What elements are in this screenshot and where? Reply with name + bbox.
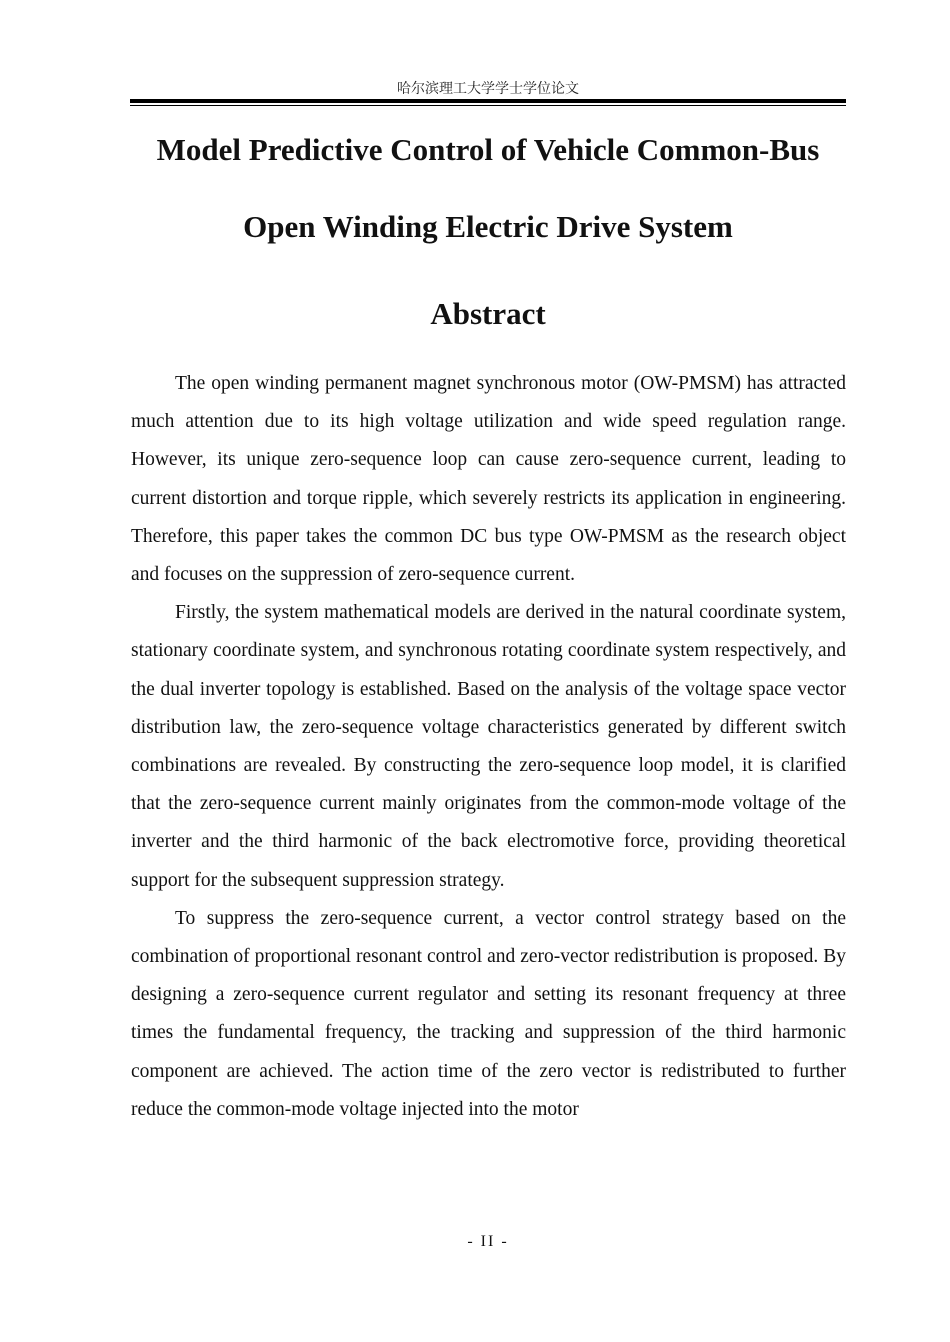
header-rule-thin <box>130 105 846 106</box>
abstract-paragraph-1: The open winding permanent magnet synchronous motor (OW-PMSM) has attracted much attention due to its high voltage utilization and wide speed regulation range. However, its unique zero-sequence loop can cause zero-sequence current, leading to current distortion and torque ripple, which severely restricts its application in engineering. Therefore, this paper takes the common DC bus type OW-PMSM as the research object and focuses on the suppression of zero-sequence current. <box>131 373 846 586</box>
abstract-heading: Abstract <box>430 296 546 331</box>
abstract-paragraph-3: To suppress the zero-sequence current, a vector control strategy based on the combination of proportional resonant control and zero-vector redistribution is proposed. By designing a zero-sequence current regulator and setting its resonant frequency at three times the fundamental frequency, the tracking and suppression of the third harmonic component are achieved. The action time of the zero vector is redistributed to further reduce the common-mode voltage injected into the motor <box>131 907 846 1120</box>
header-rule-thick <box>130 99 846 103</box>
abstract-paragraph-2: Firstly, the system mathematical models are derived in the natural coordinate system, stationary coordinate system, and synchronous rotating coordinate system respectively, and the dual inverter topology is established. Based on the analysis of the voltage space vector distribution law, the zero-sequence voltage characteristics generated by different switch combinations are revealed. By constructing the zero-sequence loop model, it is clarified that the zero-sequence current mainly originates from the common-mode voltage of the inverter and the third harmonic of the back electromotive force, providing theoretical support for the subsequent suppression strategy. <box>131 602 846 891</box>
abstract-body <box>131 365 846 1129</box>
running-header: 哈尔滨理工大学学士学位论文 <box>397 81 579 97</box>
thesis-title-line-1: Model Predictive Control of Vehicle Common-Bus <box>156 132 820 167</box>
thesis-title-line-2: Open Winding Electric Drive System <box>243 209 733 244</box>
page-number: - II - <box>467 1233 509 1250</box>
